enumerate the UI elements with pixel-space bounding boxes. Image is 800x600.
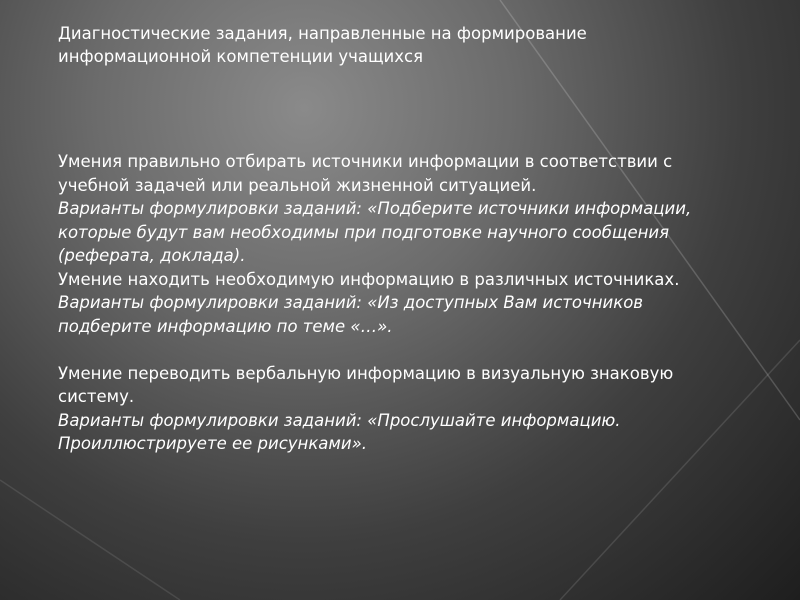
skill-text: Умение находить необходимую информацию в различных источниках.: [58, 269, 680, 289]
diagonal-line: [0, 480, 180, 600]
task-example-text: Варианты формулировки заданий: «Подберите источники информации, которые будут вам необходимы при подготовке научного сообщения (реферата, доклада).: [58, 199, 692, 265]
skill-text: Умения правильно отбирать источники информации в соответствии с учебной задачей или реальной жизненной ситуацией.: [58, 152, 673, 195]
skill-text: Умение переводить вербальную информацию в визуальную знаковую систему.: [58, 363, 674, 406]
slide-body: [58, 150, 718, 456]
paragraph-gap: [58, 338, 718, 362]
slide-title: Диагностические задания, направленные на формирование информационной компетенции учащихся: [58, 24, 587, 66]
task-example-text: Варианты формулировки заданий: «Прослушайте информацию. Проиллюстрируете ее рисунками».: [58, 410, 621, 453]
task-example-text: Варианты формулировки заданий: «Из доступных Вам источников подберите информацию по теме «…».: [58, 293, 644, 336]
